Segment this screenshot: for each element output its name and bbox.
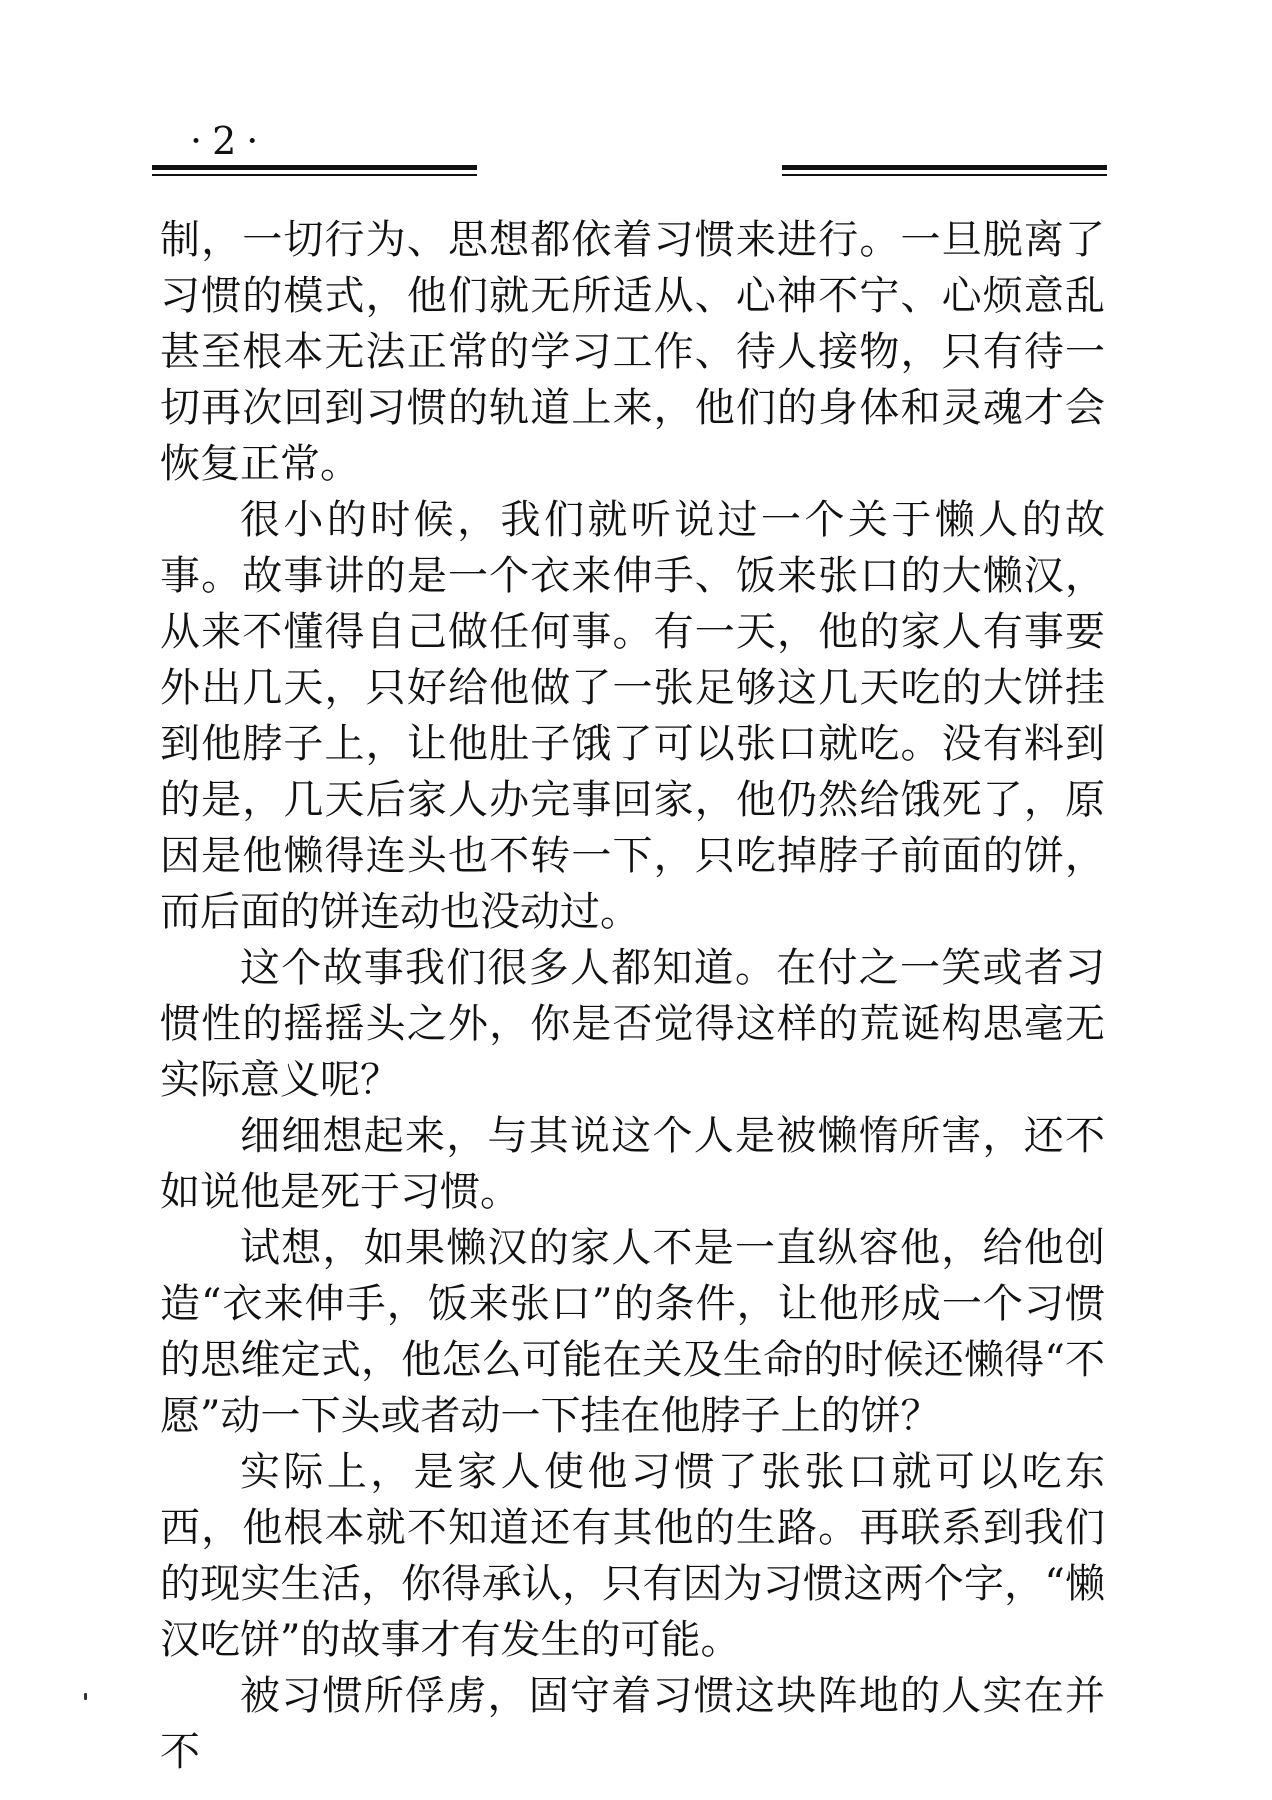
paragraph-lazy-man-story: 很小的时候，我们就听说过一个关于懒人的故事。故事讲的是一个衣来伸手、饭来张口的大懒汉，从来不懂得自己做任何事。有一天，他的家人有事要外出几天，只好给他做了一张足够这几天吃的大饼挂到他脖子上，让他肚子饿了可以张口就吃。没有料到的是，几天后家人办完事回家，他仍然给饿死了，原因是他懒得连头也不转一下，只吃掉脖子前面的饼，而后面的饼连动也没动过。 <box>160 497 1105 935</box>
paragraph-in-fact: 实际上，是家人使他习惯了张张口就可以吃东西，他根本就不知道还有其他的生路。再联系到我们的现实生活，你得承认，只有因为习惯这两个字，“懒汉吃饼”的故事才有发生的可能。 <box>160 1449 1105 1663</box>
header-rule-right <box>782 165 1107 176</box>
page-header <box>0 0 1272 200</box>
paragraph-imagine: 试想，如果懒汉的家人不是一直纵容他，给他创造“衣来伸手，饭来张口”的条件，让他形成一个习惯的思维定式，他怎么可能在关及生命的时候还懒得“不愿”动一下头或者动一下挂在他脖子上的饼？ <box>160 1225 1105 1439</box>
paragraph-captive-of-habit: 被习惯所俘虏，固守着习惯这块阵地的人实在并不 <box>160 1673 1105 1775</box>
paragraph-continuation: 制，一切行为、思想都依着习惯来进行。一旦脱离了习惯的模式，他们就无所适从、心神不宁、心烦意乱甚至根本无法正常的学习工作、待人接物，只有待一切再次回到习惯的轨道上来，他们的身体和灵魂才会恢复正常。 <box>160 217 1105 487</box>
header-rule-left-thin <box>152 174 477 176</box>
header-rule-left <box>152 165 477 176</box>
paragraph-story-meaning: 这个故事我们很多人都知道。在付之一笑或者习惯性的摇摇头之外，你是否觉得这样的荒诞构思毫无实际意义呢？ <box>160 945 1105 1103</box>
paragraph-died-of-habit: 细细想起来，与其说这个人是被懒惰所害，还不如说他是死于习惯。 <box>160 1113 1105 1215</box>
page-number: ·2· <box>190 119 269 163</box>
body-text <box>160 212 1105 1780</box>
header-rule-right-thin <box>782 174 1107 176</box>
scan-speck <box>84 1693 87 1700</box>
